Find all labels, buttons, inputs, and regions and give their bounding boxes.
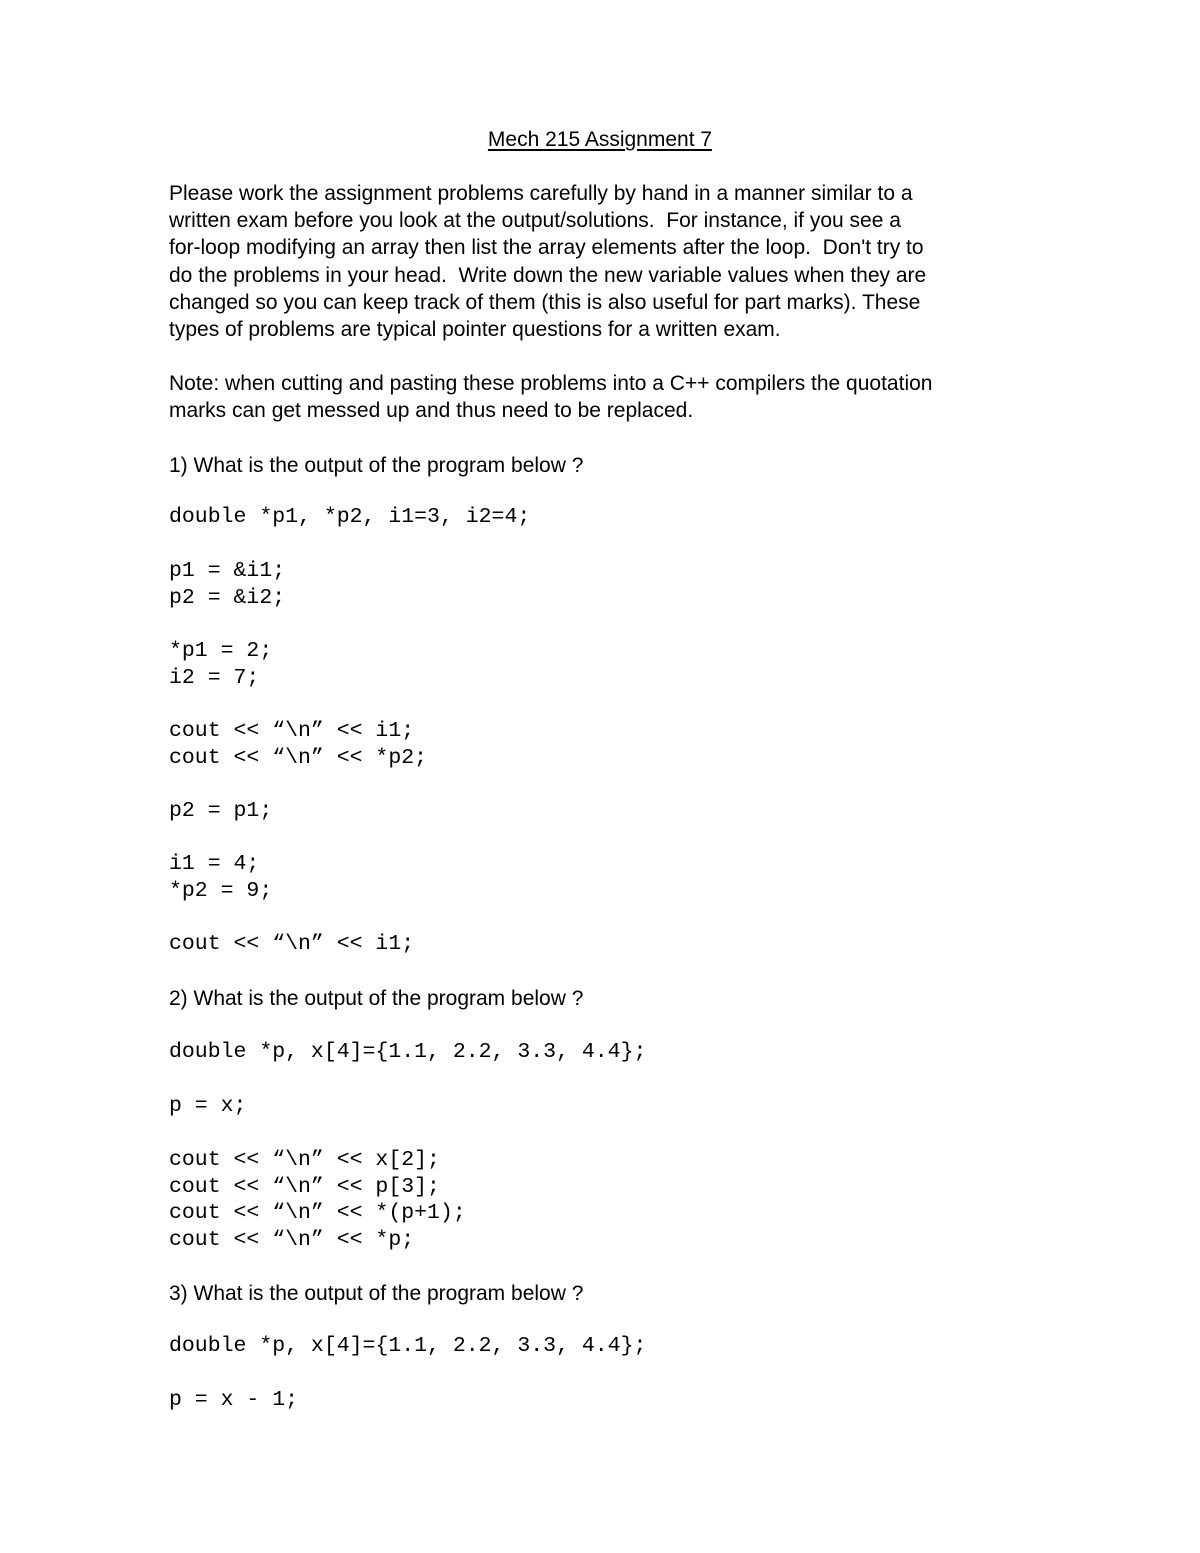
question-2-code-assign: p = x; (169, 1094, 247, 1118)
intro-paragraph: Please work the assignment problems carefully by hand in a manner similar to a written exam before you look at the output/solutions. For instance, if you see a for-loop modifying an array then list the array elements after the loop. Don't try to do the problems in your head. Write down the new variable values when they are changed so you can keep track of them (this is also useful for part marks). These types of problems are typical pointer questions for a written exam. (169, 182, 927, 342)
question-1-code-output-1: cout << “\n” << i1; cout << “\n” << *p2; (169, 719, 428, 770)
question-1-code-reassign: i1 = 4; *p2 = 9; (169, 852, 273, 903)
question-1-code-assign-pointers: p1 = &i1; p2 = &i2; (169, 559, 286, 610)
question-1-code-output-2: cout << “\n” << i1; (169, 932, 415, 956)
question-3-prompt: 3) What is the output of the program below ? (169, 1282, 584, 1305)
question-1-code-declaration: double *p1, *p2, i1=3, i2=4; (169, 505, 531, 529)
note-paragraph: Note: when cutting and pasting these problems into a C++ compilers the quotation marks can get messed up and thus need to be replaced. (169, 372, 933, 423)
question-3-code-assign: p = x - 1; (169, 1388, 299, 1412)
question-2-prompt: 2) What is the output of the program below ? (169, 987, 584, 1010)
question-2-code-declaration: double *p, x[4]={1.1, 2.2, 3.3, 4.4}; (169, 1040, 647, 1064)
question-3-code-declaration: double *p, x[4]={1.1, 2.2, 3.3, 4.4}; (169, 1334, 647, 1358)
question-1-code-assign-values: *p1 = 2; i2 = 7; (169, 639, 273, 690)
question-1-code-pointer-copy: p2 = p1; (169, 799, 273, 823)
document-title: Mech 215 Assignment 7 (487, 128, 713, 151)
question-1-prompt: 1) What is the output of the program below ? (169, 454, 584, 477)
question-2-code-output: cout << “\n” << x[2]; cout << “\n” << p[3]; cout << “\n” << *(p+1); cout << “\n” << *p; (169, 1148, 466, 1252)
